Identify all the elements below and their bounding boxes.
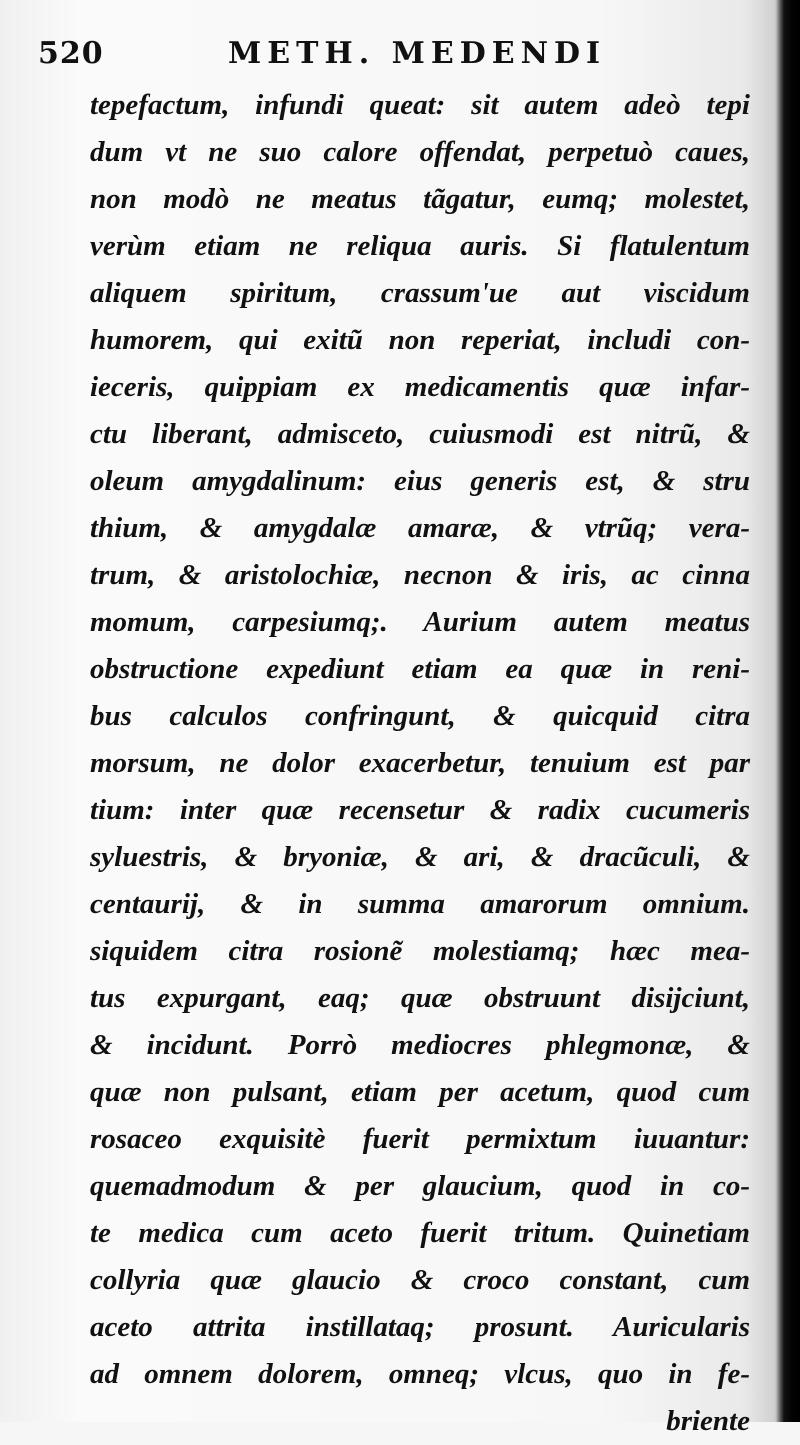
text-line: & incidunt. Porrò mediocres phlegmonæ, &: [90, 1029, 750, 1061]
text-line: siquidem citra rosionẽ molestiamq; hæc mea-: [90, 935, 750, 967]
page-number: 520: [38, 36, 104, 71]
text-line: momum, carpesiumq;. Aurium autem meatus: [90, 606, 750, 638]
page-edge-shadow: [774, 0, 800, 1422]
text-line: te medica cum aceto fuerit tritum. Quinetiam: [90, 1217, 750, 1249]
text-line: bus calculos confringunt, & quicquid citra: [90, 700, 750, 732]
text-line: rosaceo exquisitè fuerit permixtum iuuantur:: [90, 1123, 750, 1155]
text-line: verùm etiam ne reliqua auris. Si flatulentum: [90, 230, 750, 262]
text-line: quemadmodum & per glaucium, quod in co-: [90, 1170, 750, 1202]
text-line: ctu liberant, admisceto, cuiusmodi est nitrũ, &: [90, 418, 750, 450]
text-line: collyria quæ glaucio & croco constant, cum: [90, 1264, 750, 1296]
text-line: humorem, qui exitũ non reperiat, includi con-: [90, 324, 750, 356]
catchword: briente: [666, 1405, 750, 1437]
text-line: centaurij, & in summa amarorum omnium.: [90, 888, 750, 920]
text-line: dum vt ne suo calore offendat, perpetuò caues,: [90, 136, 750, 168]
text-line: non modò ne meatus tãgatur, eumq; molestet,: [90, 183, 750, 215]
text-line: obstructione expediunt etiam ea quæ in reni-: [90, 653, 750, 685]
text-line: quæ non pulsant, etiam per acetum, quod cum: [90, 1076, 750, 1108]
text-line: ieceris, quippiam ex medicamentis quæ infar-: [90, 371, 750, 403]
text-line: oleum amygdalinum: eius generis est, & stru: [90, 465, 750, 497]
text-line: trum, & aristolochiæ, necnon & iris, ac cinna: [90, 559, 750, 591]
text-line: tus expurgant, eaq; quæ obstruunt disijciunt,: [90, 982, 750, 1014]
text-line: syluestris, & bryoniæ, & ari, & dracũculi, &: [90, 841, 750, 873]
running-title: METH. MEDENDI: [228, 36, 607, 71]
text-line: thium, & amygdalæ amaræ, & vtrũq; vera-: [90, 512, 750, 544]
body-text: [90, 82, 750, 1445]
text-line: ad omnem dolorem, omneq; vlcus, quo in fe-: [90, 1358, 750, 1390]
text-line: aceto attrita instillataq; prosunt. Auricularis: [90, 1311, 750, 1343]
text-line: morsum, ne dolor exacerbetur, tenuium est par: [90, 747, 750, 779]
text-line: aliquem spiritum, crassum'ue aut viscidum: [90, 277, 750, 309]
text-line: tepefactum, infundi queat: sit autem adeò tepi: [90, 89, 750, 121]
page-header: [38, 28, 758, 76]
text-line: tium: inter quæ recensetur & radix cucumeris: [90, 794, 750, 826]
